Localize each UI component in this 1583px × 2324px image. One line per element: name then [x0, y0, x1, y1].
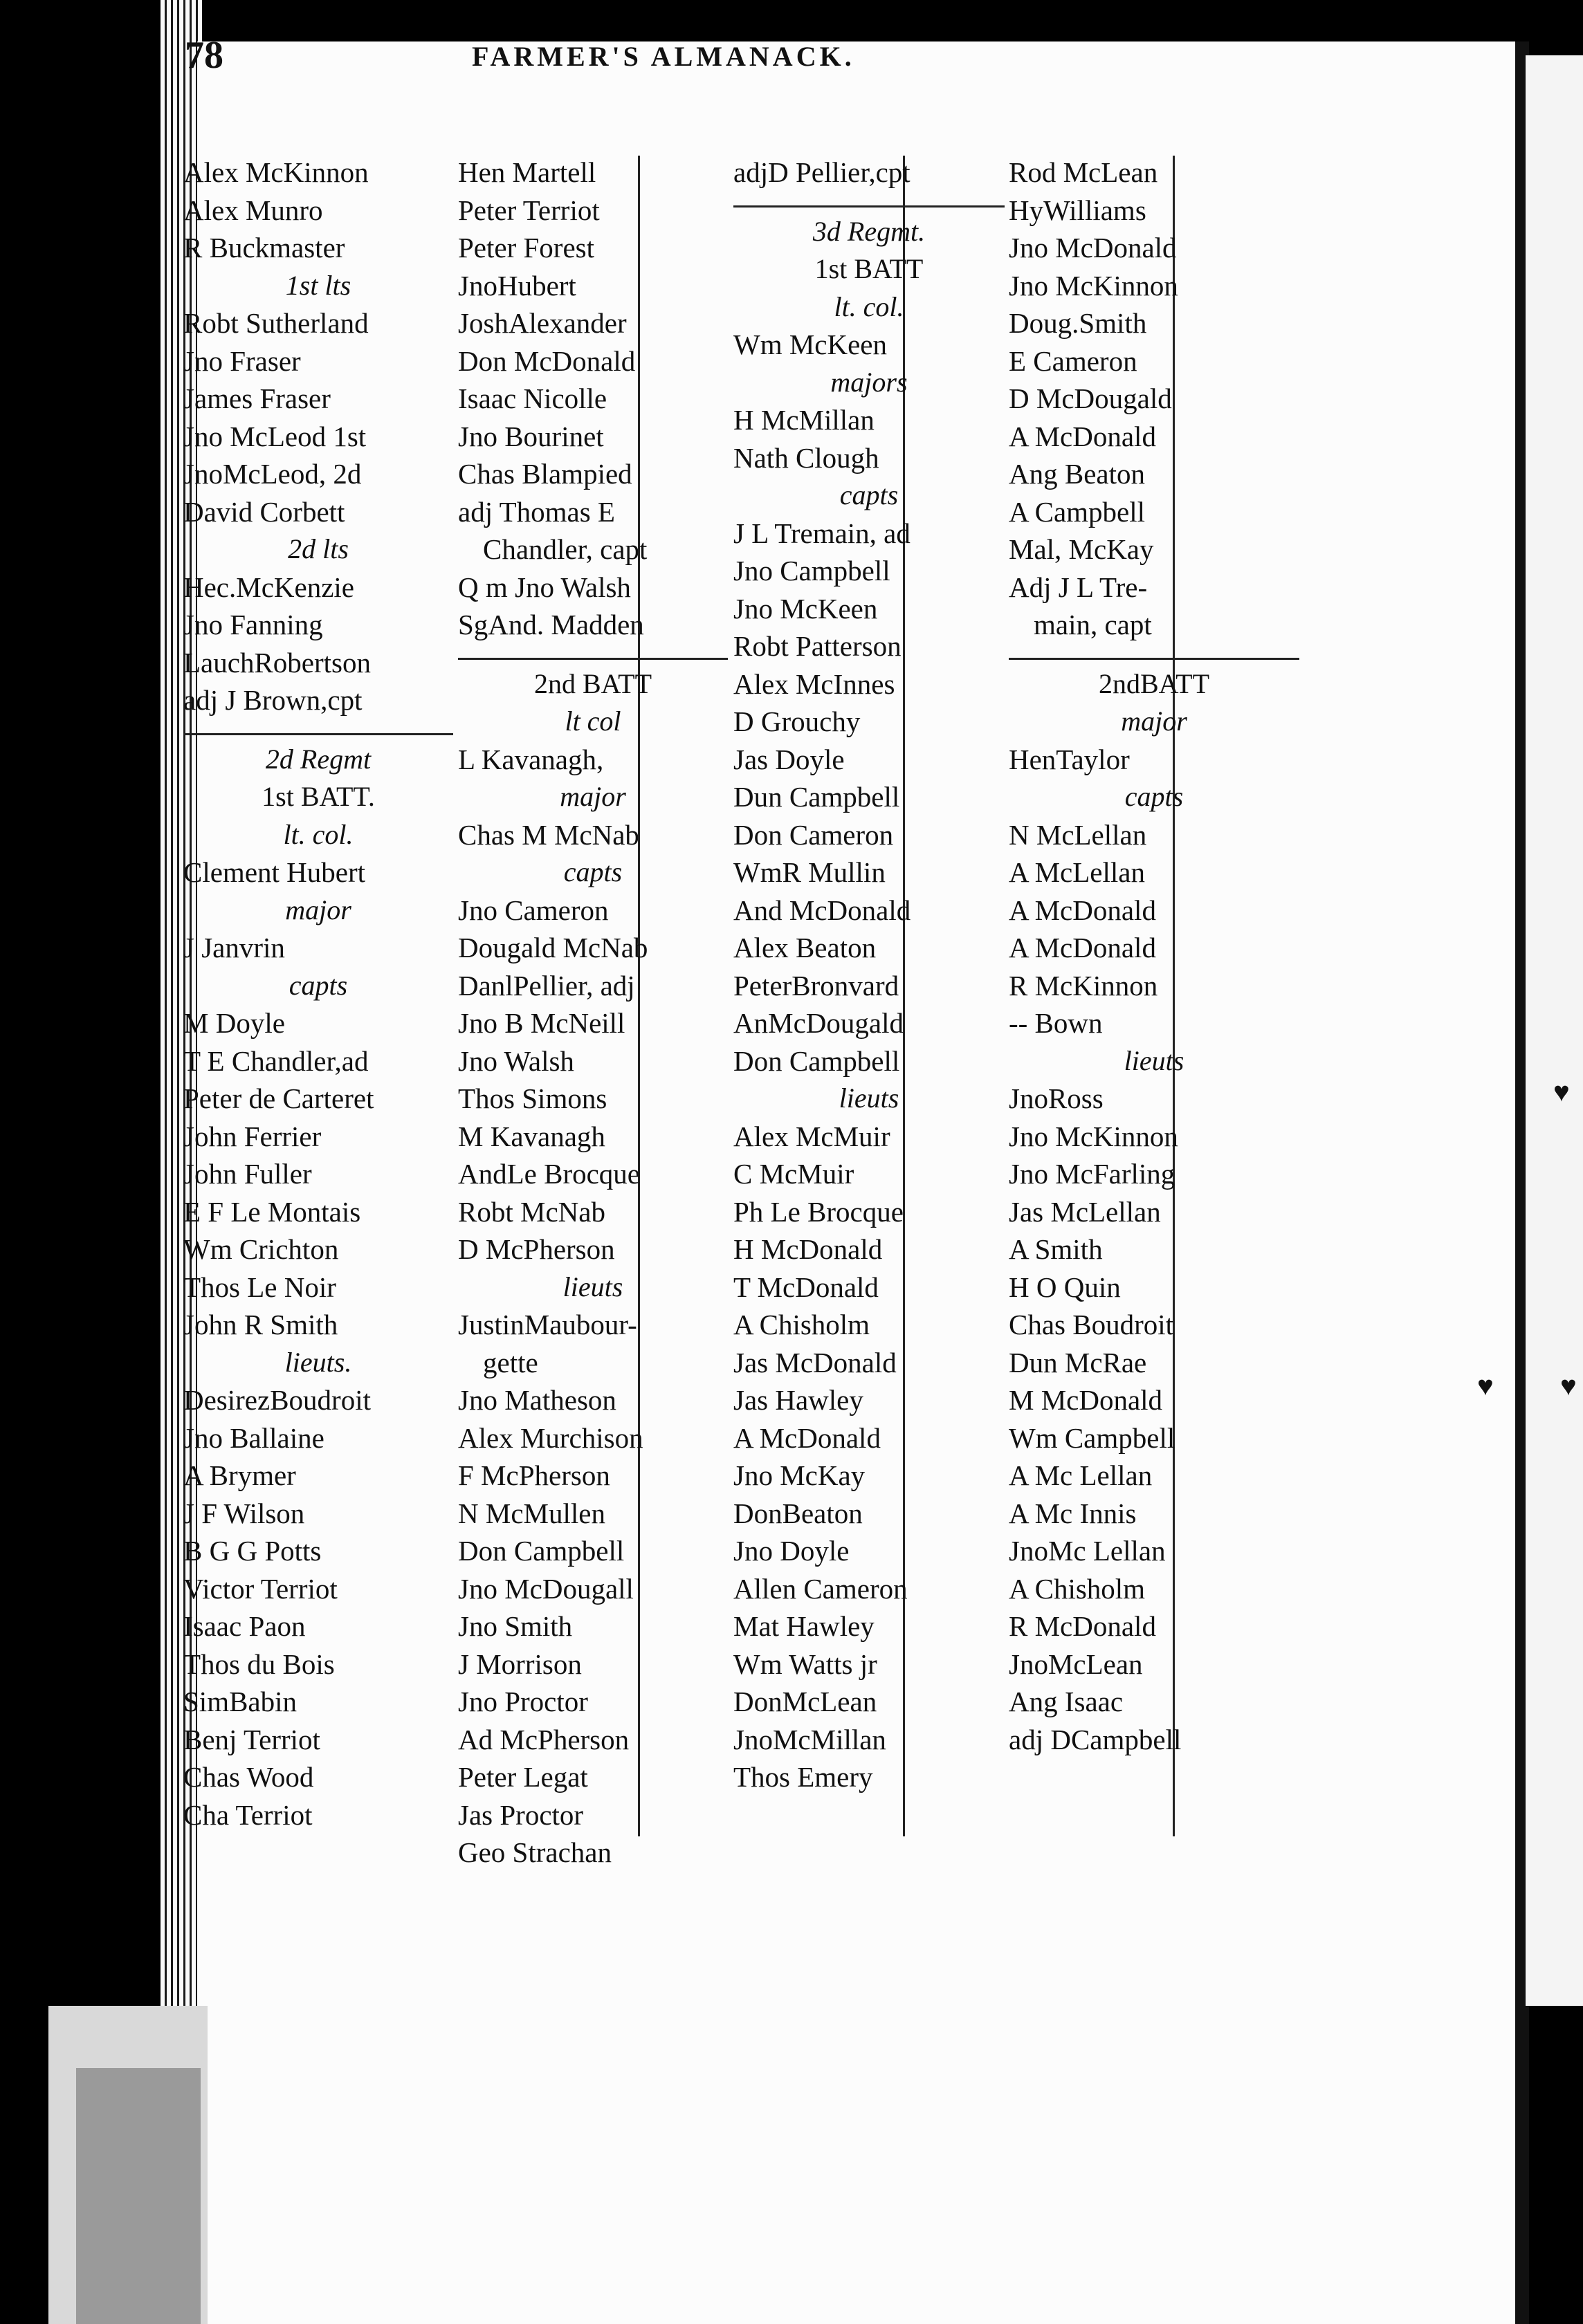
roster-entry: JoshAlexander: [458, 307, 627, 339]
roster-entry: Jno Bourinet: [458, 420, 604, 452]
roster-entry: D McPherson: [458, 1233, 615, 1265]
rank-heading: 3d Regmt.: [812, 215, 926, 247]
roster-entry: Jno Doyle: [733, 1535, 850, 1567]
roster-entry: Don Campbell: [458, 1535, 625, 1567]
roster-entry: Alex McInnes: [733, 667, 895, 700]
rank-heading: 2ndBATT: [1099, 667, 1209, 699]
rank-heading: major: [560, 781, 626, 812]
roster-entry: Jno McKeen: [733, 592, 878, 625]
rank-heading: capts: [563, 856, 623, 887]
rank-heading: lieuts: [562, 1271, 623, 1302]
roster-entry: Jas Proctor: [458, 1798, 584, 1831]
roster-entry: Ad McPherson: [458, 1723, 630, 1755]
roster-entry: Jno Fanning: [183, 609, 323, 640]
rank-heading: major: [1121, 706, 1187, 737]
margin-mark: ♥: [1477, 1370, 1494, 1401]
roster-entry: Jno Cameron: [458, 894, 609, 926]
roster-entry: Mat Hawley: [733, 1610, 875, 1642]
rank-heading: 2d lts: [288, 533, 349, 564]
roster-entry: David Corbett: [183, 495, 345, 528]
roster-column-2: [458, 154, 728, 1872]
roster-entry: Cha Terriot: [183, 1798, 313, 1831]
roster-entry: HenTaylor: [1009, 743, 1130, 775]
rank-heading: 1st BATT: [814, 253, 924, 284]
roster-entry: Peter de Carteret: [183, 1082, 374, 1114]
roster-entry: JustinMaubour-: [458, 1309, 637, 1340]
roster-entry: adjD Pellier,cpt: [733, 156, 911, 188]
roster-entry: Jno Matheson: [458, 1384, 616, 1416]
roster-entry: H McMillan: [733, 404, 875, 436]
roster-entry: Benj Terriot: [183, 1723, 320, 1755]
roster-entry: A McLellan: [1009, 856, 1145, 888]
roster-entry: -- Bown: [1009, 1007, 1103, 1039]
roster-entry: Jno McLeod 1st: [183, 420, 367, 452]
roster-entry: Jas Hawley: [733, 1384, 863, 1416]
roster-entry: A Mc Innis: [1009, 1497, 1137, 1529]
roster-entry: main, capt: [1034, 609, 1152, 640]
roster-entry: Jno Smith: [458, 1610, 573, 1642]
roster-entry: A Brymer: [183, 1459, 296, 1491]
roster-entry: T E Chandler,ad: [183, 1044, 369, 1077]
rank-heading: capts: [839, 479, 899, 510]
section-rule: [183, 719, 453, 735]
roster-entry: HyWilliams: [1009, 194, 1146, 226]
roster-entry: Jas Doyle: [733, 743, 845, 775]
roster-entry: Jno McDonald: [1009, 232, 1177, 264]
rank-heading: 2d Regmt: [265, 743, 372, 775]
roster-entry: Jno McDougall: [458, 1572, 634, 1605]
roster-entry: Alex McKinnon: [183, 156, 369, 188]
roster-entry: Clement Hubert: [183, 856, 366, 888]
roster-entry: John Ferrier: [183, 1120, 322, 1152]
section-rule: [733, 192, 1005, 208]
roster-entry: Peter Legat: [458, 1761, 588, 1793]
roster-entry: Robt McNab: [458, 1195, 605, 1228]
roster-entry: Thos Emery: [733, 1761, 873, 1793]
roster-entry: A Chisholm: [1009, 1572, 1146, 1605]
roster-entry: N McMullen: [458, 1497, 605, 1529]
roster-entry: J F Wilson: [183, 1497, 305, 1529]
roster-entry: SimBabin: [183, 1686, 298, 1717]
roster-entry: Jno Campbell: [733, 555, 890, 587]
roster-entry: E F Le Montais: [183, 1195, 361, 1228]
roster-entry: PeterBronvard: [733, 969, 899, 1002]
roster-entry: Peter Terriot: [458, 194, 600, 226]
roster-entry: Hen Martell: [458, 156, 596, 188]
roster-entry: Jas McLellan: [1009, 1195, 1161, 1228]
roster-entry: Wm Watts jr: [733, 1648, 877, 1680]
roster-entry: Thos du Bois: [183, 1648, 335, 1680]
roster-entry: Chas Blampied: [458, 458, 632, 490]
roster-entry: DanlPellier, adj: [458, 969, 635, 1002]
roster-entry: Robt Sutherland: [183, 307, 369, 339]
roster-entry: Ang Isaac: [1009, 1686, 1124, 1717]
roster-entry: Jno McKinnon: [1009, 1120, 1178, 1152]
roster-entry: Jno Walsh: [458, 1044, 574, 1077]
roster-entry: C McMuir: [733, 1158, 854, 1190]
roster-entry: Isaac Nicolle: [458, 382, 607, 414]
roster-entry: Don McDonald: [458, 344, 636, 377]
rank-heading: lieuts: [839, 1082, 899, 1114]
roster-entry: Alex Beaton: [733, 932, 877, 963]
roster-entry: James Fraser: [183, 382, 331, 414]
margin-mark: ♥: [1553, 1076, 1570, 1107]
page-number: 78: [185, 34, 223, 77]
roster-entry: Chandler, capt: [483, 533, 648, 565]
roster-column-3: [733, 154, 1005, 1796]
roster-entry: B G G Potts: [183, 1535, 322, 1567]
roster-entry: Dun McRae: [1009, 1346, 1147, 1378]
roster-entry: Wm Crichton: [183, 1233, 339, 1265]
roster-entry: Thos Simons: [458, 1082, 607, 1114]
roster-entry: Wm Campbell: [1009, 1421, 1175, 1454]
roster-entry: J L Tremain, ad: [733, 517, 911, 549]
section-rule: [458, 644, 728, 660]
roster-entry: A Smith: [1009, 1233, 1103, 1265]
roster-entry: Peter Forest: [458, 232, 594, 264]
roster-entry: R McDonald: [1009, 1610, 1156, 1642]
roster-entry: T McDonald: [733, 1271, 879, 1303]
roster-entry: A Campbell: [1009, 495, 1146, 528]
roster-entry: Jno McKinnon: [1009, 269, 1178, 302]
rank-heading: lt col: [565, 706, 621, 737]
roster-entry: gette: [483, 1346, 538, 1378]
roster-entry: JnoMcLean: [1009, 1648, 1143, 1680]
roster-entry: JnoHubert: [458, 269, 576, 302]
rank-heading: capts: [289, 969, 348, 1001]
roster-entry: AnMcDougald: [733, 1007, 904, 1039]
roster-entry: Hec.McKenzie: [183, 571, 355, 603]
roster-entry: And McDonald: [733, 894, 911, 926]
roster-entry: Chas M McNab: [458, 818, 639, 851]
roster-entry: John Fuller: [183, 1158, 312, 1190]
roster-entry: Jno Proctor: [458, 1686, 588, 1717]
roster-entry: Alex Murchison: [458, 1421, 643, 1454]
roster-entry: Mal, McKay: [1009, 533, 1154, 565]
roster-entry: N McLellan: [1009, 818, 1147, 851]
roster-entry: WmR Mullin: [733, 856, 886, 888]
roster-entry: J Janvrin: [183, 932, 285, 963]
roster-entry: Isaac Paon: [183, 1610, 306, 1642]
section-rule: [1009, 644, 1299, 660]
roster-entry: Jas McDonald: [733, 1346, 897, 1378]
roster-entry: JnoMc Lellan: [1009, 1535, 1166, 1567]
roster-entry: Allen Cameron: [733, 1572, 908, 1605]
roster-entry: J Morrison: [458, 1648, 582, 1680]
rank-heading: majors: [830, 366, 908, 398]
page-header: [185, 33, 1153, 89]
roster-entry: DesirezBoudroit: [183, 1384, 371, 1416]
roster-entry: JnoRoss: [1009, 1082, 1104, 1114]
roster-entry: Geo Strachan: [458, 1836, 612, 1868]
roster-entry: Adj J L Tre-: [1009, 571, 1148, 603]
roster-entry: Jno B McNeill: [458, 1007, 625, 1039]
roster-entry: Chas Wood: [183, 1761, 314, 1793]
roster-entry: JnoMcLeod, 2d: [183, 458, 362, 490]
roster-entry: Jno McFarling: [1009, 1158, 1175, 1190]
roster-entry: R Buckmaster: [183, 232, 345, 264]
roster-entry: D Grouchy: [733, 706, 861, 737]
roster-entry: Alex McMuir: [733, 1120, 890, 1152]
roster-entry: Thos Le Noir: [183, 1271, 336, 1303]
rank-heading: major: [285, 894, 351, 925]
roster-entry: A McDonald: [733, 1421, 881, 1454]
rank-heading: lt. col.: [283, 818, 354, 850]
roster-entry: John R Smith: [183, 1309, 338, 1340]
roster-entry: adj Thomas E: [458, 495, 615, 528]
roster-entry: M Doyle: [183, 1007, 285, 1039]
roster-entry: Dun Campbell: [733, 781, 900, 813]
roster-entry: DonMcLean: [733, 1686, 877, 1717]
rank-heading: capts: [1124, 781, 1184, 812]
roster-entry: A McDonald: [1009, 932, 1156, 963]
roster-column-4: [1009, 154, 1299, 1758]
next-page-edge: [1526, 55, 1583, 2006]
roster-entry: Q m Jno Walsh: [458, 571, 631, 603]
roster-entry: Don Campbell: [733, 1044, 900, 1077]
margin-mark: ♥: [1560, 1370, 1577, 1401]
roster-entry: Doug.Smith: [1009, 307, 1147, 339]
roster-entry: A Mc Lellan: [1009, 1459, 1153, 1491]
roster-entry: Wm McKeen: [733, 329, 887, 360]
roster-entry: Don Cameron: [733, 818, 894, 851]
rank-heading: 1st lts: [285, 269, 351, 301]
roster-entry: adj J Brown,cpt: [183, 684, 363, 716]
scan-background-corner-inner: [76, 2068, 201, 2324]
roster-entry: Dougald McNab: [458, 932, 648, 963]
roster-entry: M Kavanagh: [458, 1120, 605, 1152]
roster-entry: E Cameron: [1009, 344, 1137, 377]
roster-entry: Victor Terriot: [183, 1572, 338, 1605]
roster-entry: AndLe Brocque: [458, 1158, 640, 1190]
roster-entry: Rod McLean: [1009, 156, 1158, 188]
roster-entry: D McDougald: [1009, 382, 1172, 414]
roster-entry: Jno Fraser: [183, 344, 301, 377]
roster-entry: Robt Patterson: [733, 630, 902, 662]
rank-heading: 2nd BATT: [534, 667, 652, 699]
rank-heading: lieuts: [1124, 1044, 1184, 1076]
roster-entry: H McDonald: [733, 1233, 883, 1265]
running-head: FARMER'S ALMANACK.: [472, 41, 855, 72]
roster-entry: H O Quin: [1009, 1271, 1121, 1303]
roster-entry: M McDonald: [1009, 1384, 1163, 1416]
rank-heading: 1st BATT.: [262, 781, 375, 812]
roster-entry: Nath Clough: [733, 441, 879, 474]
roster-entry: A Chisholm: [733, 1309, 870, 1340]
roster-column-1: [183, 154, 453, 1834]
roster-entry: Ph Le Brocque: [733, 1195, 904, 1228]
roster-entry: F McPherson: [458, 1459, 610, 1491]
roster-entry: JnoMcMillan: [733, 1723, 886, 1755]
roster-entry: A McDonald: [1009, 420, 1156, 452]
roster-entry: L Kavanagh,: [458, 743, 604, 775]
roster-entry: Jno Ballaine: [183, 1421, 324, 1454]
roster-entry: A McDonald: [1009, 894, 1156, 926]
roster-entry: DonBeaton: [733, 1497, 863, 1529]
roster-entry: Chas Boudroit: [1009, 1309, 1174, 1340]
rank-heading: lieuts.: [284, 1346, 352, 1378]
roster-entry: Alex Munro: [183, 194, 323, 226]
roster-entry: Ang Beaton: [1009, 458, 1145, 490]
roster-entry: R McKinnon: [1009, 969, 1158, 1002]
roster-entry: LauchRobertson: [183, 646, 371, 679]
roster-entry: SgAnd. Madden: [458, 609, 644, 640]
roster-entry: Jno McKay: [733, 1459, 866, 1491]
roster-entry: adj DCampbell: [1009, 1723, 1182, 1755]
rank-heading: lt. col.: [834, 290, 904, 322]
